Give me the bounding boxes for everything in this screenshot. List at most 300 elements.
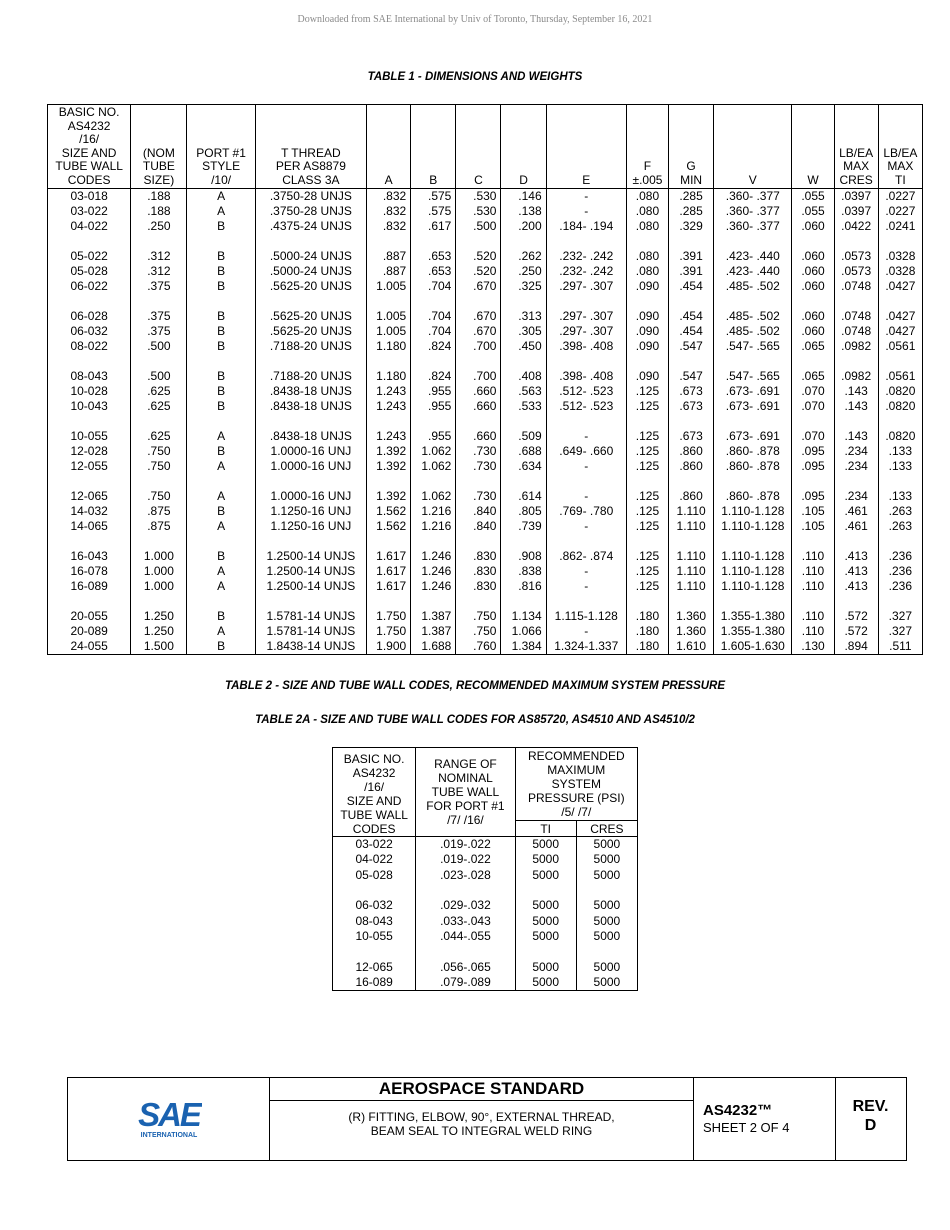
cell-size-code: 05-028 <box>333 868 416 883</box>
cell-v: 1.605-1.630 <box>714 639 792 655</box>
cell-c: .530 <box>456 189 501 205</box>
cell-a: .832 <box>367 204 411 219</box>
header-line: CODES <box>352 822 396 836</box>
cell-size-codes: 12-065 <box>48 489 131 504</box>
cell-w: .060 <box>792 324 834 339</box>
cell-lb-ti: .133 <box>878 444 922 459</box>
cell-lb-cres: .413 <box>834 564 878 579</box>
cell-thread: .3750-28 UNJS <box>255 189 366 205</box>
table-row <box>48 279 923 294</box>
header-line: BASIC NO. <box>343 752 405 766</box>
table-row <box>333 913 638 928</box>
cell-tube-wall-range: .033-.043 <box>416 913 515 928</box>
cell-a: 1.750 <box>367 609 411 624</box>
table-row <box>48 189 923 205</box>
cell-w: .110 <box>792 579 834 594</box>
cell-lb-ti: .0328 <box>878 264 922 279</box>
title-block <box>67 1077 907 1161</box>
cell-b: .704 <box>411 324 456 339</box>
table-row <box>333 852 638 867</box>
cell-pressure-cres: 5000 <box>576 913 637 928</box>
cell-v: .673- .691 <box>714 384 792 399</box>
table-row <box>48 489 923 504</box>
cell-g: .391 <box>669 249 714 264</box>
cell-lb-cres: .0748 <box>834 279 878 294</box>
cell-pressure-ti: 5000 <box>515 837 576 853</box>
cell-port-style: A <box>187 429 255 444</box>
cell-size-codes: 08-043 <box>48 369 131 384</box>
cell-c: .500 <box>456 219 501 234</box>
cell-port-style: A <box>187 519 255 534</box>
header-line: BASIC NO. <box>58 105 120 119</box>
cell-g: 1.360 <box>669 624 714 639</box>
cell-size-code: 16-089 <box>333 975 416 991</box>
cell-c: .700 <box>456 369 501 384</box>
cell-pressure-cres: 5000 <box>576 898 637 913</box>
cell-g: .454 <box>669 324 714 339</box>
cell-tube-wall-range: .023-.028 <box>416 868 515 883</box>
header-e <box>546 105 626 189</box>
cell-nom-tube-size: .750 <box>131 459 187 474</box>
cell-size-codes: 10-028 <box>48 384 131 399</box>
cell-v: 1.110-1.128 <box>714 549 792 564</box>
cell-pressure-ti: 5000 <box>515 929 576 944</box>
cell-size-codes: 20-055 <box>48 609 131 624</box>
cell-b: .955 <box>411 384 456 399</box>
cell-c: .730 <box>456 489 501 504</box>
cell-f: .125 <box>626 399 668 414</box>
cell-size-codes: 16-089 <box>48 579 131 594</box>
cell-nom-tube-size: .250 <box>131 219 187 234</box>
cell-f: .125 <box>626 444 668 459</box>
header-line: FOR PORT #1 <box>426 799 505 813</box>
cell-lb-cres: .0748 <box>834 324 878 339</box>
table-row <box>48 219 923 234</box>
cell-d: .634 <box>501 459 546 474</box>
description-line-1: (R) FITTING, ELBOW, 90°, EXTERNAL THREAD, <box>348 1110 615 1124</box>
cell-a: 1.392 <box>367 489 411 504</box>
cell-f: .090 <box>626 324 668 339</box>
cell-lb-ti: .0227 <box>878 204 922 219</box>
cell-w: .065 <box>792 339 834 354</box>
cell-w: .060 <box>792 219 834 234</box>
table-row <box>48 339 923 354</box>
cell-w: .060 <box>792 264 834 279</box>
cell-d: .908 <box>501 549 546 564</box>
cell-port-style: B <box>187 549 255 564</box>
cell-lb-ti: .133 <box>878 459 922 474</box>
cell-g: .673 <box>669 399 714 414</box>
cell-b: .704 <box>411 279 456 294</box>
table-row <box>48 429 923 444</box>
cell-e: .297- .307 <box>546 309 626 324</box>
header-line: E <box>582 172 591 187</box>
cell-size-code: 12-065 <box>333 959 416 974</box>
header-line: B <box>429 172 438 187</box>
cell-g: .285 <box>669 189 714 205</box>
cell-c: .830 <box>456 549 501 564</box>
cell-nom-tube-size: .375 <box>131 309 187 324</box>
table2-title: TABLE 2 - SIZE AND TUBE WALL CODES, RECOMMENDED MAXIMUM SYSTEM PRESSURE <box>224 680 726 692</box>
download-watermark: Downloaded from SAE International by Univ of Toronto, Thursday, September 16, 2021 <box>297 14 653 25</box>
header-line: A <box>384 172 393 187</box>
cell-thread: 1.0000-16 UNJ <box>255 444 366 459</box>
cell-d: .200 <box>501 219 546 234</box>
cell-f: .080 <box>626 204 668 219</box>
cell-port-style: B <box>187 264 255 279</box>
cell-size-codes: 03-022 <box>48 204 131 219</box>
cell-lb-cres: .0748 <box>834 309 878 324</box>
cell-b: .617 <box>411 219 456 234</box>
header-line: CRES <box>839 172 873 187</box>
table-row <box>48 504 923 519</box>
cell-size-code: 04-022 <box>333 852 416 867</box>
table-row <box>333 975 638 991</box>
cell-nom-tube-size: .750 <box>131 489 187 504</box>
cell-thread: 1.1250-16 UNJ <box>255 504 366 519</box>
cell-e: - <box>546 519 626 534</box>
cell-g: 1.110 <box>669 504 714 519</box>
cell-v: .860- .878 <box>714 459 792 474</box>
cell-port-style: B <box>187 399 255 414</box>
cell-v: 1.355-1.380 <box>714 624 792 639</box>
header-line: V <box>748 172 757 187</box>
header-line: PRESSURE (PSI) <box>527 791 625 806</box>
cell-v: .360- .377 <box>714 219 792 234</box>
cell-f: .180 <box>626 639 668 655</box>
cell-w: .070 <box>792 399 834 414</box>
cell-v: .360- .377 <box>714 189 792 205</box>
cell-lb-cres: .413 <box>834 579 878 594</box>
cell-w: .110 <box>792 564 834 579</box>
cell-d: 1.384 <box>501 639 546 655</box>
cell-f: .090 <box>626 309 668 324</box>
cell-port-style: A <box>187 204 255 219</box>
header-a <box>367 105 411 189</box>
cell-lb-cres: .143 <box>834 384 878 399</box>
header-line: STYLE <box>202 159 241 173</box>
cell-port-style: B <box>187 249 255 264</box>
cell-e: - <box>546 624 626 639</box>
cell-b: .824 <box>411 339 456 354</box>
cell-b: 1.216 <box>411 519 456 534</box>
cell-c: .730 <box>456 459 501 474</box>
cell-thread: 1.1250-16 UNJ <box>255 519 366 534</box>
cell-g: 1.610 <box>669 639 714 655</box>
cell-size-codes: 24-055 <box>48 639 131 655</box>
cell-size-codes: 10-043 <box>48 399 131 414</box>
cell-thread: 1.8438-14 UNJS <box>255 639 366 655</box>
pressure-table-header <box>333 748 638 821</box>
cell-lb-cres: .0573 <box>834 249 878 264</box>
cell-lb-cres: .143 <box>834 429 878 444</box>
standard-description <box>270 1101 693 1138</box>
cell-a: .887 <box>367 264 411 279</box>
cell-pressure-cres: 5000 <box>576 975 637 991</box>
cell-thread: .5625-20 UNJS <box>255 309 366 324</box>
cell-thread: 1.2500-14 UNJS <box>255 579 366 594</box>
revision-cell <box>835 1078 906 1160</box>
cell-a: 1.005 <box>367 324 411 339</box>
dimensions-table-header <box>48 105 923 189</box>
cell-size-codes: 12-055 <box>48 459 131 474</box>
cell-c: .840 <box>456 519 501 534</box>
cell-thread: .8438-18 UNJS <box>255 399 366 414</box>
cell-d: .313 <box>501 309 546 324</box>
cell-w: .095 <box>792 459 834 474</box>
header-line: NOMINAL <box>438 771 493 785</box>
cell-tube-wall-range: .079-.089 <box>416 975 515 991</box>
cell-g: .673 <box>669 429 714 444</box>
cell-f: .125 <box>626 504 668 519</box>
table-row <box>48 369 923 384</box>
header-line: C <box>474 172 483 187</box>
cell-g: 1.360 <box>669 609 714 624</box>
header-port-style <box>187 105 255 189</box>
table-row <box>48 624 923 639</box>
cell-c: .830 <box>456 579 501 594</box>
cell-d: .138 <box>501 204 546 219</box>
cell-c: .660 <box>456 429 501 444</box>
cell-size-codes: 05-022 <box>48 249 131 264</box>
cell-lb-cres: .0397 <box>834 189 878 205</box>
cell-c: .750 <box>456 624 501 639</box>
header-line: TUBE WALL <box>340 808 408 822</box>
header-thread <box>255 105 366 189</box>
cell-port-style: A <box>187 624 255 639</box>
cell-f: .125 <box>626 429 668 444</box>
header-line: MAXIMUM <box>547 763 606 778</box>
cell-e: .297- .307 <box>546 324 626 339</box>
cell-f: .080 <box>626 189 668 205</box>
cell-w: .110 <box>792 624 834 639</box>
header-line: TUBE WALL <box>55 159 123 173</box>
cell-size-codes: 03-018 <box>48 189 131 205</box>
table-row <box>48 399 923 414</box>
header-line: SIZE AND <box>61 145 117 160</box>
cell-a: 1.900 <box>367 639 411 655</box>
cell-port-style: A <box>187 579 255 594</box>
header-size-codes <box>48 105 131 189</box>
cell-thread: .7188-20 UNJS <box>255 339 366 354</box>
cell-w: .110 <box>792 609 834 624</box>
cell-nom-tube-size: 1.000 <box>131 564 187 579</box>
table2a-title: TABLE 2A - SIZE AND TUBE WALL CODES FOR AS85720, AS4510 AND AS4510/2 <box>255 714 695 726</box>
table-row <box>48 204 923 219</box>
cell-e: .232- .242 <box>546 264 626 279</box>
cell-a: 1.005 <box>367 309 411 324</box>
cell-thread: .3750-28 UNJS <box>255 204 366 219</box>
header-ti: TI <box>515 821 576 837</box>
cell-e: - <box>546 489 626 504</box>
cell-b: 1.688 <box>411 639 456 655</box>
dimensions-table <box>47 104 923 655</box>
cell-a: 1.392 <box>367 459 411 474</box>
cell-w: .070 <box>792 429 834 444</box>
cell-v: .485- .502 <box>714 324 792 339</box>
cell-e: .184- .194 <box>546 219 626 234</box>
cell-v: .860- .878 <box>714 489 792 504</box>
cell-a: 1.243 <box>367 399 411 414</box>
cell-nom-tube-size: .500 <box>131 339 187 354</box>
cell-lb-cres: .894 <box>834 639 878 655</box>
cell-b: .955 <box>411 429 456 444</box>
cell-a: 1.180 <box>367 369 411 384</box>
cell-thread: 1.0000-16 UNJ <box>255 489 366 504</box>
cell-size-codes: 16-043 <box>48 549 131 564</box>
cell-g: .860 <box>669 444 714 459</box>
cell-e: - <box>546 204 626 219</box>
table-row <box>48 459 923 474</box>
cell-thread: .7188-20 UNJS <box>255 369 366 384</box>
cell-c: .520 <box>456 264 501 279</box>
cell-size-codes: 04-022 <box>48 219 131 234</box>
cell-g: .547 <box>669 369 714 384</box>
cell-b: 1.062 <box>411 444 456 459</box>
cell-b: .575 <box>411 189 456 205</box>
cell-size-codes: 14-065 <box>48 519 131 534</box>
cell-f: .125 <box>626 519 668 534</box>
cell-lb-ti: .133 <box>878 489 922 504</box>
cell-size-codes: 20-089 <box>48 624 131 639</box>
table-row <box>48 249 923 264</box>
cell-e: .232- .242 <box>546 249 626 264</box>
cell-e: - <box>546 564 626 579</box>
cell-port-style: B <box>187 444 255 459</box>
cell-tube-wall-range: .019-.022 <box>416 852 515 867</box>
cell-size-codes: 10-055 <box>48 429 131 444</box>
cell-lb-ti: .0561 <box>878 369 922 384</box>
header-cres: CRES <box>576 821 637 837</box>
header-line: AS4232 <box>352 766 396 780</box>
cell-port-style: B <box>187 339 255 354</box>
table-row <box>48 309 923 324</box>
sheet-number: SHEET 2 OF 4 <box>703 1120 790 1135</box>
cell-v: 1.110-1.128 <box>714 579 792 594</box>
header-line: W <box>807 172 819 187</box>
cell-size-codes: 16-078 <box>48 564 131 579</box>
cell-g: .391 <box>669 264 714 279</box>
cell-b: 1.062 <box>411 489 456 504</box>
cell-f: .125 <box>626 384 668 399</box>
header-line: MAX <box>843 159 870 173</box>
cell-b: 1.062 <box>411 459 456 474</box>
cell-thread: 1.5781-14 UNJS <box>255 609 366 624</box>
header-w <box>792 105 834 189</box>
cell-size-codes: 05-028 <box>48 264 131 279</box>
cell-f: .080 <box>626 264 668 279</box>
cell-d: .816 <box>501 579 546 594</box>
header-line: ±.005 <box>632 172 663 187</box>
cell-size-code: 03-022 <box>333 837 416 853</box>
header-lb-cres <box>834 105 878 189</box>
cell-pressure-ti: 5000 <box>515 975 576 991</box>
cell-pressure-ti: 5000 <box>515 959 576 974</box>
cell-f: .080 <box>626 219 668 234</box>
header-line: SIZE AND <box>346 794 402 808</box>
cell-lb-cres: .0573 <box>834 264 878 279</box>
cell-size-codes: 12-028 <box>48 444 131 459</box>
cell-thread: 1.2500-14 UNJS <box>255 564 366 579</box>
cell-a: .832 <box>367 189 411 205</box>
header-line: MAX <box>887 159 914 173</box>
table-row <box>333 837 638 853</box>
cell-e: 1.115-1.128 <box>546 609 626 624</box>
cell-nom-tube-size: 1.250 <box>131 609 187 624</box>
cell-c: .840 <box>456 504 501 519</box>
cell-port-style: A <box>187 489 255 504</box>
table-row <box>48 564 923 579</box>
logo-cell <box>68 1078 270 1160</box>
cell-a: 1.243 <box>367 384 411 399</box>
cell-c: .700 <box>456 339 501 354</box>
cell-c: .660 <box>456 399 501 414</box>
cell-d: .614 <box>501 489 546 504</box>
header-line: /10/ <box>211 172 232 187</box>
cell-size-codes: 06-032 <box>48 324 131 339</box>
header-line: CODES <box>67 172 111 187</box>
cell-v: .860- .878 <box>714 444 792 459</box>
cell-w: .095 <box>792 489 834 504</box>
cell-f: .080 <box>626 249 668 264</box>
cell-pressure-ti: 5000 <box>515 898 576 913</box>
cell-d: .408 <box>501 369 546 384</box>
cell-v: 1.110-1.128 <box>714 519 792 534</box>
cell-e: .398- .408 <box>546 339 626 354</box>
cell-e: - <box>546 579 626 594</box>
header-line: /7/ /16/ <box>447 813 484 827</box>
cell-b: .575 <box>411 204 456 219</box>
header-line: G <box>686 159 696 173</box>
header-line: SYSTEM <box>551 777 601 792</box>
cell-w: .095 <box>792 444 834 459</box>
table-row <box>333 959 638 974</box>
cell-b: .653 <box>411 264 456 279</box>
cell-nom-tube-size: .625 <box>131 384 187 399</box>
cell-v: 1.355-1.380 <box>714 609 792 624</box>
cell-f: .125 <box>626 579 668 594</box>
cell-f: .090 <box>626 369 668 384</box>
cell-v: 1.110-1.128 <box>714 504 792 519</box>
header-nom-tube-size <box>131 105 187 189</box>
cell-c: .670 <box>456 324 501 339</box>
cell-thread: .5625-20 UNJS <box>255 324 366 339</box>
cell-d: .533 <box>501 399 546 414</box>
cell-nom-tube-size: .625 <box>131 429 187 444</box>
cell-b: .704 <box>411 309 456 324</box>
cell-v: .673- .691 <box>714 429 792 444</box>
cell-w: .110 <box>792 549 834 564</box>
header-line: /16/ <box>79 132 100 146</box>
cell-port-style: B <box>187 609 255 624</box>
cell-w: .130 <box>792 639 834 655</box>
table-row <box>48 444 923 459</box>
cell-c: .670 <box>456 279 501 294</box>
cell-pressure-cres: 5000 <box>576 837 637 853</box>
cell-g: 1.110 <box>669 549 714 564</box>
table-row <box>333 868 638 883</box>
cell-d: .250 <box>501 264 546 279</box>
cell-b: 1.246 <box>411 549 456 564</box>
cell-port-style: A <box>187 564 255 579</box>
cell-e: - <box>546 429 626 444</box>
cell-nom-tube-size: 1.000 <box>131 579 187 594</box>
cell-lb-cres: .234 <box>834 459 878 474</box>
cell-size-codes: 14-032 <box>48 504 131 519</box>
cell-e: .862- .874 <box>546 549 626 564</box>
cell-port-style: B <box>187 309 255 324</box>
header-line: PORT #1 <box>196 145 246 160</box>
